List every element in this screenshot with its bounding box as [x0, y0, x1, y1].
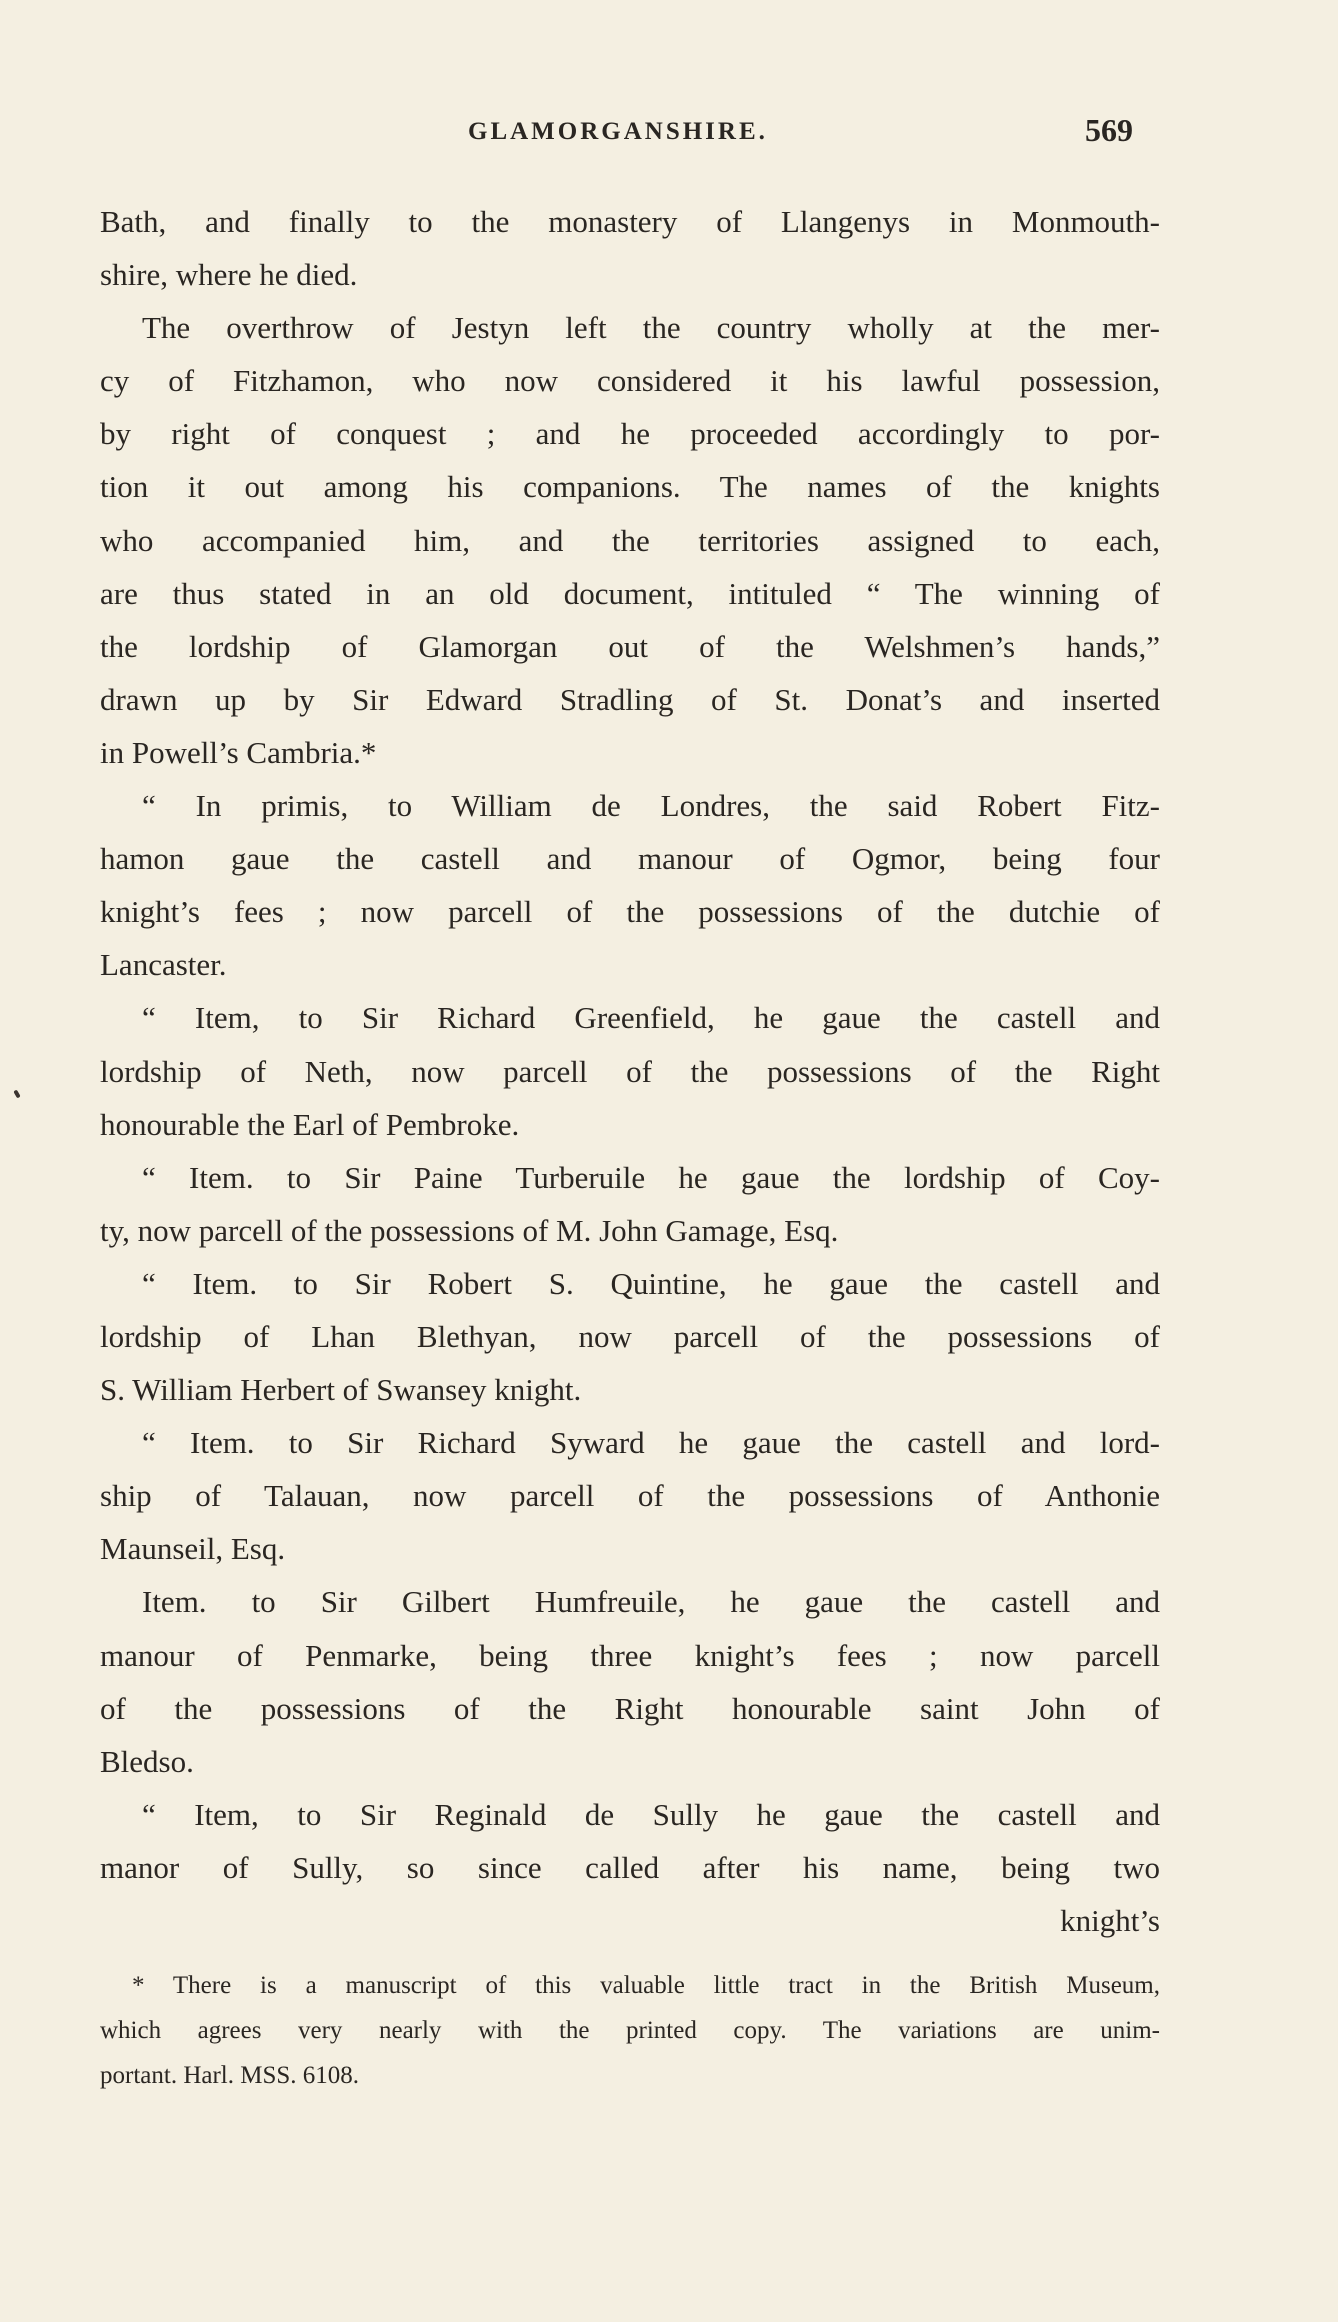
- footnote-line: which agrees very nearly with the printed copy. The variations are unim-: [100, 2017, 1160, 2044]
- running-title: GLAMORGANSHIRE.: [468, 118, 768, 145]
- page-header: [0, 112, 1338, 158]
- text-line: Item. to Sir Gilbert Humfreuile, he gaue the castell and: [142, 1584, 1160, 1620]
- text-line: knight’s fees ; now parcell of the possessions of the dutchie of: [100, 894, 1160, 930]
- text-line: “ In primis, to William de Londres, the said Robert Fitz-: [142, 788, 1160, 824]
- text-line: lordship of Neth, now parcell of the possessions of the Right: [100, 1053, 1160, 1089]
- footnote-line: portant. Harl. MSS. 6108.: [100, 2062, 360, 2089]
- text-line: manour of Penmarke, being three knight’s fees ; now parcell: [100, 1637, 1160, 1673]
- text-line: “ Item, to Sir Reginald de Sully he gaue the castell and: [142, 1796, 1160, 1832]
- text-line: shire, where he died.: [100, 257, 358, 293]
- text-line: Lancaster.: [100, 947, 227, 983]
- text-line: who accompanied him, and the territories assigned to each,: [100, 522, 1160, 558]
- text-line: of the possessions of the Right honourable saint John of: [100, 1690, 1160, 1726]
- page-number: 569: [1085, 112, 1133, 148]
- text-line: in Powell’s Cambria.*: [100, 734, 377, 770]
- catchword: knight’s: [1060, 1903, 1160, 1938]
- text-line: by right of conquest ; and he proceeded accordingly to por-: [100, 416, 1160, 452]
- text-line: ship of Talauan, now parcell of the possessions of Anthonie: [100, 1478, 1160, 1514]
- text-line: hamon gaue the castell and manour of Ogmor, being four: [100, 841, 1160, 877]
- margin-mark: [13, 1090, 20, 1099]
- text-line: Bath, and finally to the monastery of Llangenys in Monmouth-: [100, 204, 1160, 239]
- text-line: lordship of Lhan Blethyan, now parcell of the possessions of: [100, 1318, 1160, 1354]
- footnote-line: * There is a manuscript of this valuable little tract in the British Museum,: [132, 1972, 1160, 1999]
- text-line: “ Item, to Sir Richard Greenfield, he gaue the castell and: [142, 1000, 1160, 1036]
- text-line: “ Item. to Sir Richard Syward he gaue the castell and lord-: [142, 1425, 1160, 1461]
- text-line: S. William Herbert of Swansey knight.: [100, 1372, 582, 1408]
- text-line: manor of Sully, so since called after his name, being two: [100, 1849, 1160, 1885]
- text-line: the lordship of Glamorgan out of the Welshmen’s hands,”: [100, 628, 1160, 664]
- text-line: honourable the Earl of Pembroke.: [100, 1106, 520, 1142]
- text-line: drawn up by Sir Edward Stradling of St. Donat’s and inserted: [100, 681, 1160, 717]
- text-line: ty, now parcell of the possessions of M. John Gamage, Esq.: [100, 1212, 839, 1248]
- text-line: tion it out among his companions. The names of the knights: [100, 469, 1160, 505]
- text-line: “ Item. to Sir Robert S. Quintine, he gaue the castell and: [142, 1265, 1160, 1301]
- text-line: cy of Fitzhamon, who now considered it his lawful possession,: [100, 363, 1160, 399]
- text-line: are thus stated in an old document, intituled “ The winning of: [100, 575, 1160, 611]
- text-line: The overthrow of Jestyn left the country wholly at the mer-: [142, 310, 1160, 346]
- text-line: Maunseil, Esq.: [100, 1531, 286, 1567]
- text-line: Bledso.: [100, 1743, 194, 1779]
- footnote: [100, 1963, 1160, 2098]
- body-text: [100, 195, 1160, 1947]
- text-line: “ Item. to Sir Paine Turberuile he gaue the lordship of Coy-: [142, 1159, 1160, 1195]
